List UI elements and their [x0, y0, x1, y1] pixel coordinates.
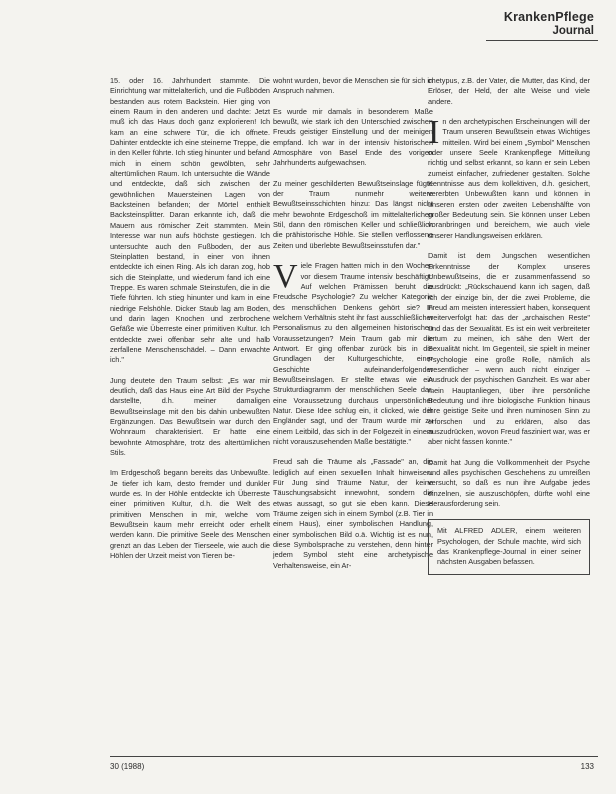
- paragraph-text: iele Fragen hatten mich in den Wochen vor diesem Traume intensiv beschäftigt: Auf welchen Prämissen beruht die Freudsche Psychologie? Zu welcher Kategorie des menschlichen Denkens gehört sie? In welchem Verhältnis steht ihr fast ausschließlicher Personalismus zu den allgemeinen historischen Voraussetzungen? Mein Traum gab mir die Antwort. Er ging offenbar zurück bis in die Grundlagen der Kulturgeschichte, einer Geschichte aufeinanderfolgender Bewußtseinslagen. Er stellte etwas wie ein Strukturdiagramm der menschlichen Seele dar, eine Voraussetzung durchaus unpersönlicher Natur. Diese Idee schlug ein, it clicked, wie der Engländer sagt, und der Traum wurde mir zu einem Leitbild, das sich in der Folgezeit in einem nicht vorauszusehenden Maße bestätigte.": [273, 261, 433, 446]
- masthead-rule: [486, 40, 598, 41]
- issue-number: 30 (1988): [110, 762, 145, 771]
- paragraph: wohnt wurden, bevor die Menschen sie für sich in Anspruch nahmen.: [273, 76, 433, 96]
- paragraph: 15. oder 16. Jahrhundert stammte. Die Einrichtung war mittelalterlich, und die Fußböden bestanden aus rotem Backstein. Hier ging von einem Raum in den anderen und dachte: Jetzt muß ich das Haus doch ganz explorieren! Ich kam an eine schwere Tür, die ich öffnete. Dahinter entdeckte ich eine steinerne Treppe, die in den Keller führte. Ich stieg hinunter und befand mich in einem schön gewölbten, sehr altertümlichen Raum. Ich untersuchte die Wände und entdeckte, daß sich zwischen der gewöhnlichen Mauersteinen Lagen von Backsteinen befanden; der Mörtel enthielt Backsteinsplitter. Daran erkannte ich, daß die Mauern aus römischer Zeit stammten. Mein Interesse war nun aufs höchste gestiegen. Ich untersuchte auch den Fußboden, der aus Steinplatten bestand, in einer von ihnen entdeckte ich einen Ring. Als ich daran zog, hob sich die Steinplatte, und wiederum fand ich eine Treppe. Es waren schmale Steinstufen, die in die Tiefe führten. Ich stieg hinunter und kam in eine niedrige Felshöhle. Dicker Staub lag am Boden, und darin lagen Knochen und zerbrochene Gefäße wie Überreste einer primitiven Kultur. Ich entdeckte zwei offenbar sehr alte und halb zerfallene Menschenschädel. – Dann erwachte ich.": [110, 76, 270, 365]
- dropcap: I: [428, 114, 440, 152]
- page-number: 133: [580, 762, 594, 771]
- paragraph: Im Erdgeschoß begann bereits das Unbewußte. Je tiefer ich kam, desto fremder und dunkler wurde es. In der Höhle entdeckte ich Überreste einer primitiven Kultur, d.h. die Welt des primitiven Menschen in mir, welche vom Bewußtsein kaum mehr erreicht oder erhellt werden kann. Die primitive Seele des Menschen grenzt an das Leben der Tierseele, wie auch die Höhlen der Urzeit meist von Tieren be-: [110, 468, 270, 561]
- paragraph-dropcap: [428, 114, 590, 241]
- info-box: Mit ALFRED ADLER, einem weiteren Psychologen, der Schule machte, wird sich das Krankenpflege-Journal in einer seiner nächsten Ausgaben befassen.: [428, 519, 590, 574]
- masthead: [504, 10, 594, 37]
- column-2: [273, 76, 433, 571]
- paragraph: Zu meiner geschilderten Bewußtseinslage fügte der Traum nunmehr weitere Bewußtseinsschichten hinzu: Das längst nicht mehr bewohnte Erdgeschoß im mittelalterlichen Stil, dann den römischen Keller und schließlich die prähistorische Höhle. Sie stellen verflossene Zeiten und überlebte Bewußtseinsstufen dar.": [273, 178, 433, 250]
- footer-rule: [110, 756, 598, 757]
- paragraph: Damit ist dem Jungschen wesentlichen Erkenntnisse der Komplex unseres Unbewußtseins, die er zusammenfassend so ausdrückt: „Rückschauend kann ich sagen, daß ich der einzige bin, der die zwei Probleme, die Freud am meisten interessiert haben, konsequent weiterverfolgt hat: das der „archaischen Reste" und das der Sexualität. Es ist ein weit verbreiteter Irrtum zu meinen, ich sähe den Wert der Sexualität nicht. Im Gegenteil, sie spielt in meiner Psychologie eine große Rolle, nämlich als wesentlicher – wenn auch nicht einziger – Ausdruck der psychischen Ganzheit. Es war aber mein Hauptanliegen, über ihre persönliche Bedeutung und ihre biologische Funktion hinaus ihre geistige Seite und ihren numinosen Sinn zu erforschen und zu erklären, also das auszudrücken, wovon Freud fasziniert war, was er aber nicht fassen konnte.": [428, 251, 590, 447]
- masthead-title: KrankenPflege: [503, 10, 594, 24]
- column-1: [110, 76, 270, 561]
- paragraph: Freud sah die Träume als „Fassade" an, die lediglich auf einen sexuellen Inhalt hinweisen. Für Jung sind Träume Natur, der keine Täuschungsabsicht innewohnt, sondern die etwas aussagt, so gut sie eben kann. Diese Träume zeigen sich in einem Symbol (z.B. Tier in einem Haus), einer symbolischen Handlung, einer symbolischen Bild o.ä. Wichtig ist es nun, diese Symbolsprache zu verstehen, denn hinter jedem Symbol steht eine archetypische Verhaltensweise, ein Ar-: [273, 457, 433, 570]
- dropcap: V: [273, 258, 298, 296]
- masthead-subtitle: Journal: [552, 25, 594, 37]
- paragraph: Damit hat Jung die Vollkommenheit der Psyche und alles psychischen Geschehens zu umreißen versucht, so daß es nun ihre Aufgabe jedes einzelnen, sie auszuschöpfen, dürfte wohl eine Herausforderung sein.: [428, 457, 590, 509]
- paragraph-dropcap: [273, 258, 433, 447]
- paragraph: Jung deutete den Traum selbst: „Es war mir deutlich, daß das Haus eine Art Bild der Psyche darstellte, d.h. meiner damaligen Bewußtseinslage mit den bis dahin unbewußten Ergänzungen. Das Bewußtsein war durch den Wohnraum charakterisiert. Er hatte eine bewohnte Atmosphäre, trotz des altertümlichen Stils.: [110, 375, 270, 458]
- column-3: [428, 76, 590, 575]
- paragraph: chetypus, z.B. der Vater, die Mutter, das Kind, der Erlöser, der Held, der alte Weise und viele andere.: [428, 76, 590, 106]
- paragraph: Es wurde mir damals in besonderem Maße bewußt, wie stark ich den Unterschied zwischen Freuds geistiger Einstellung und der meinigen empfand. Ich war in der intensiv historischen Atmosphäre von Basel Ende des vorigen Jahrhunderts aufgewachsen.: [273, 106, 433, 168]
- paragraph-text: n den archetypischen Erscheinungen will der Traum unseren Bewußtsein etwas Wichtiges mitteilen. Wird bei einem „Symbol" Menschen oder unsere Seele Krankenpflege Mitteilung richtig und selbst erkannt, so kann er sein Leben zumeist einfacher, zufriedener gestalten. Solche Kenntnisse aus dem kollektiven, d.h. gesichert, vererbten Unbewußten kann und können in unseren ersten oder zweiten Lebenshälfte von großer Bedeutung sein. Sie können unser Leben voranbringen und bereichern, wie auch viele unserer Handlungsweisen erklären.: [428, 117, 590, 240]
